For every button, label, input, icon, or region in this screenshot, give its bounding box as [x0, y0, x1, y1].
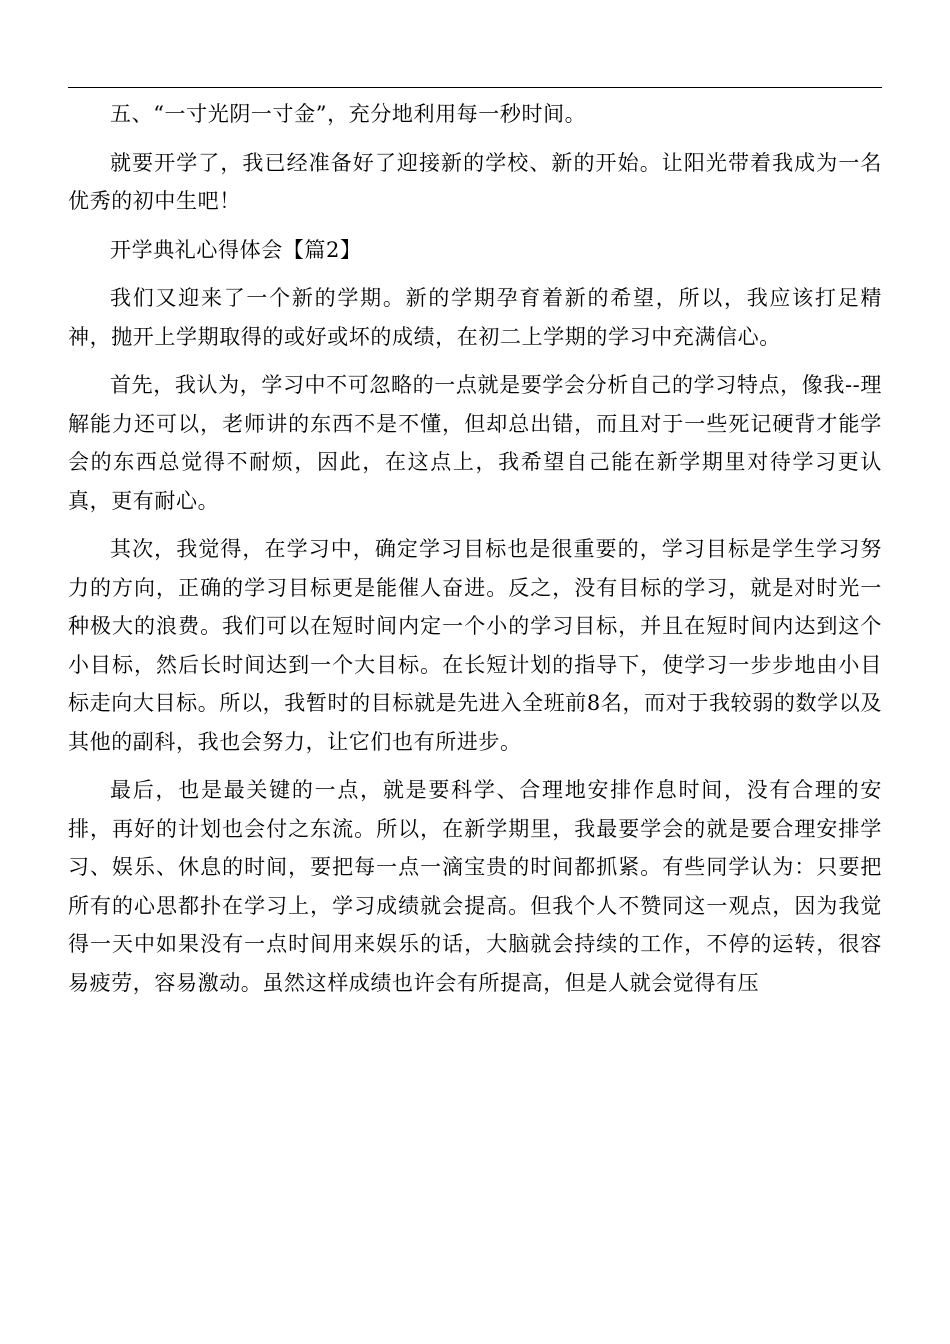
paragraph-second-point: 其次，我觉得，在学习中，确定学习目标也是很重要的，学习目标是学生学习努力的方向，正确的学习目标更是能催人奋进。反之，没有目标的学习，就是对时光一种极大的浪费。我们可以在短时间内定一个小的学习目标，并且在短时间内达到这个小目标，然后长时间达到一个大目标。在长短计划的指导下，使学习一步步地由小目标走向大目标。所以，我暂时的目标就是先进入全班前8名，而对于我较弱的数学以及其他的副科，我也会努力，让它们也有所进步。	[68, 537, 882, 754]
paragraph-new-semester: 我们又迎来了一个新的学期。新的学期孕育着新的希望，所以，我应该打足精神，抛开上学期取得的或好或坏的成绩，在初二上学期的学习中充满信心。	[68, 286, 882, 349]
paragraph-section-five: 五、“一寸光阴一寸金”，充分地利用每一秒时间。	[110, 102, 587, 126]
document-body	[68, 95, 882, 1012]
article-heading: 开学典礼心得体会【篇2】	[110, 237, 362, 262]
paragraph-new-start: 就要开学了，我已经准备好了迎接新的学校、新的开始。让阳光带着我成为一名优秀的初中生吧！	[68, 150, 882, 213]
paragraph-first-point: 首先，我认为，学习中不可忽略的一点就是要学会分析自己的学习特点，像我--理解能力还可以，老师讲的东西不是不懂，但却总出错，而且对于一些死记硬背才能学会的东西总觉得不耐烦，因此，在这点上，我希望自己能在新学期里对待学习更认真，更有耐心。	[68, 373, 882, 513]
header-rule	[68, 87, 882, 88]
paragraph-final-point: 最后，也是最关键的一点，就是要科学、合理地安排作息时间，没有合理的安排，再好的计划也会付之东流。所以，在新学期里，我最要学会的就是要合理安排学习、娱乐、休息的时间，要把每一点一滴宝贵的时间都抓紧。有些同学认为：只要把所有的心思都扑在学习上，学习成绩就会提高。但我个人不赞同这一观点，因为我觉得一天中如果没有一点时间用来娱乐的话，大脑就会持续的工作，不停的运转，很容易疲劳，容易激动。虽然这样成绩也许会有所提高，但是人就会觉得有压	[68, 778, 882, 995]
